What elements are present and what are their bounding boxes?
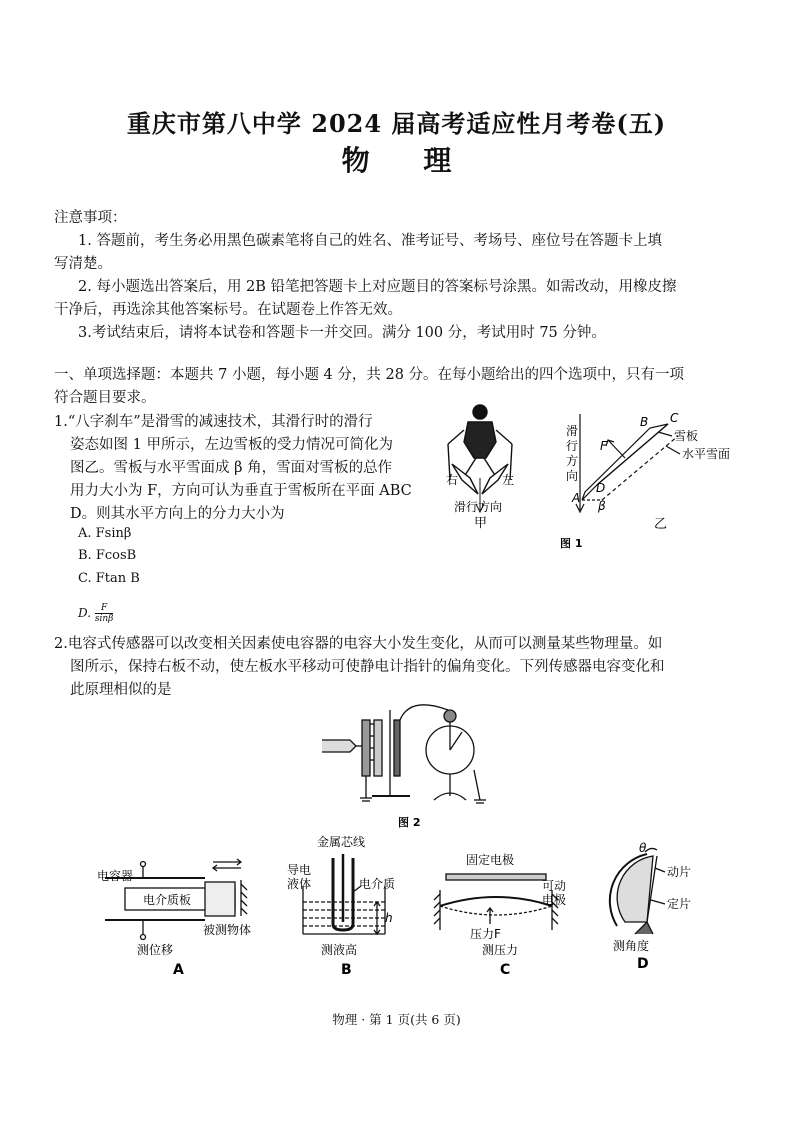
sensor-d-label-moving: 动片 xyxy=(667,865,692,879)
fig1-label-right: 右 xyxy=(446,473,459,487)
sensor-d-angle xyxy=(595,838,715,970)
sensor-c-label-movable-2: 电极 xyxy=(542,893,567,907)
fig1-caption: 图 1 xyxy=(560,537,583,550)
notice-item-2b: 干净后，再选涂其他答案标号。在试题卷上作答无效。 xyxy=(54,302,402,318)
sensor-b-label-core: 金属芯线 xyxy=(317,835,366,849)
q1-line1: 1.“八字刹车”是滑雪的减速技术，其滑行时的滑行 xyxy=(54,414,373,430)
sensor-b-letter: B xyxy=(341,962,352,978)
sensor-c-label-measure: 测压力 xyxy=(482,943,519,957)
q1-line4: 用力大小为 F，方向可认为垂直于雪板所在平面 ABC xyxy=(70,483,412,499)
q1-option-d: D. $\frac{F}{\sin\beta}$ xyxy=(78,603,114,624)
sensor-b-liquid-height xyxy=(285,830,415,980)
sensor-c-label-fixed: 固定电极 xyxy=(466,853,515,867)
figure-2-apparatus xyxy=(310,700,500,830)
fig1-point-c: C xyxy=(670,411,679,425)
sensor-d-label-fixed: 定片 xyxy=(667,897,692,911)
fig1-label-slide-direction: 滑行方向 xyxy=(454,500,503,514)
sensor-d-label-measure: 测角度 xyxy=(613,939,650,953)
sensor-a-label-dielectric: 电介质板 xyxy=(143,893,192,907)
q1-line3: 图乙。雪板与水平雪面成 β 角，雪面对雪板的总作 xyxy=(70,460,393,476)
notice-heading: 注意事项： xyxy=(54,210,127,226)
fig1-label-yi: 乙 xyxy=(654,517,668,532)
q1-line2: 姿态如图 1 甲所示，左边雪板的受力情况可简化为 xyxy=(70,437,393,453)
fig1-force-f: F xyxy=(600,439,607,453)
fig1-slide-dir-v1: 滑 xyxy=(566,424,579,438)
fig1-label-board: 雪板 xyxy=(674,429,699,443)
sensor-c-letter: C xyxy=(500,962,511,978)
fig1-slide-dir-v3: 方 xyxy=(566,454,579,468)
sensor-a-label-object: 被测物体 xyxy=(203,923,252,937)
q1-option-a: A. Fsinβ xyxy=(78,526,132,541)
sensor-d-label-theta: θ xyxy=(639,841,647,855)
notice-item-2a: 2. 每小题选出答案后，用 2B 铅笔把答题卡上对应题目的答案标号涂黑。如需改动，用橡皮擦 xyxy=(78,279,677,295)
fig1-slide-dir-v2: 行 xyxy=(566,439,579,453)
q2-line1: 2.电容式传感器可以改变相关因素使电容器的电容大小发生变化，从而可以测量某些物理量。如 xyxy=(54,636,663,652)
q2-line3: 此原理相似的是 xyxy=(70,682,172,698)
fig1-slide-dir-v4: 向 xyxy=(566,469,579,483)
sensor-d-letter: D xyxy=(637,956,649,970)
fig1-point-a: A xyxy=(572,491,581,505)
sensor-c-pressure xyxy=(430,850,580,980)
exam-title: 重庆市第八中学 2024 届高考适应性月考卷(五) xyxy=(126,109,667,138)
notice-item-1a: 1. 答题前，考生务必用黑色碳素笔将自己的姓名、准考证号、考场号、座位号在答题卡上填 xyxy=(78,233,662,249)
board-diagram xyxy=(576,414,680,512)
sensor-a-letter: A xyxy=(173,962,184,978)
sensor-a-label-measure: 测位移 xyxy=(137,943,174,957)
fig1-label-ground: 水平雪面 xyxy=(682,447,731,461)
fig1-label-left: 左 xyxy=(502,473,515,487)
figure-1 xyxy=(440,400,740,555)
section1-line1: 一、单项选择题：本题共 7 小题，每小题 4 分，共 28 分。在每小题给出的四个选项中，只有一项 xyxy=(54,367,685,383)
q1-option-c: C. Ftan B xyxy=(78,571,140,586)
sensor-b-label-liquid-1: 导电 xyxy=(287,863,312,877)
q1-option-b: B. FcosB xyxy=(78,548,137,563)
sensor-a-label-capacitor: 电容器 xyxy=(97,869,134,883)
notice-item-1b: 写清楚。 xyxy=(54,256,112,272)
page-footer: 物理 · 第 1 页(共 6 页) xyxy=(332,1012,461,1027)
fig1-point-d: D xyxy=(596,481,606,495)
sensor-b-label-dielectric: 电介质 xyxy=(359,877,396,891)
sensor-c-label-pressure: 压力F xyxy=(470,927,501,941)
subject-title: 物 理 xyxy=(341,144,474,177)
q2-line2: 图所示，保持右板不动，使左板水平移动可使静电计指针的偏角变化。下列传感器电容变化和 xyxy=(70,659,665,675)
sensor-a-displacement xyxy=(95,850,265,980)
sensor-b-label-liquid-2: 液体 xyxy=(287,877,312,891)
sensor-b-label-measure: 测液高 xyxy=(321,943,358,957)
notice-item-3: 3.考试结束后，请将本试卷和答题卡一并交回。满分 100 分，考试用时 75 分钟。 xyxy=(78,325,606,341)
q1-line5: D。则其水平方向上的分力大小为 xyxy=(70,506,285,522)
skier-illustration xyxy=(448,405,515,512)
sensor-b-label-h: h xyxy=(385,911,393,925)
sensor-c-label-movable-1: 可动 xyxy=(542,879,567,893)
fig1-point-b: B xyxy=(640,415,649,429)
fig2-caption: 图 2 xyxy=(398,816,421,829)
fig1-beta: β xyxy=(598,499,606,513)
section1-line2: 符合题目要求。 xyxy=(54,390,156,406)
fig1-label-jia: 甲 xyxy=(474,516,488,531)
